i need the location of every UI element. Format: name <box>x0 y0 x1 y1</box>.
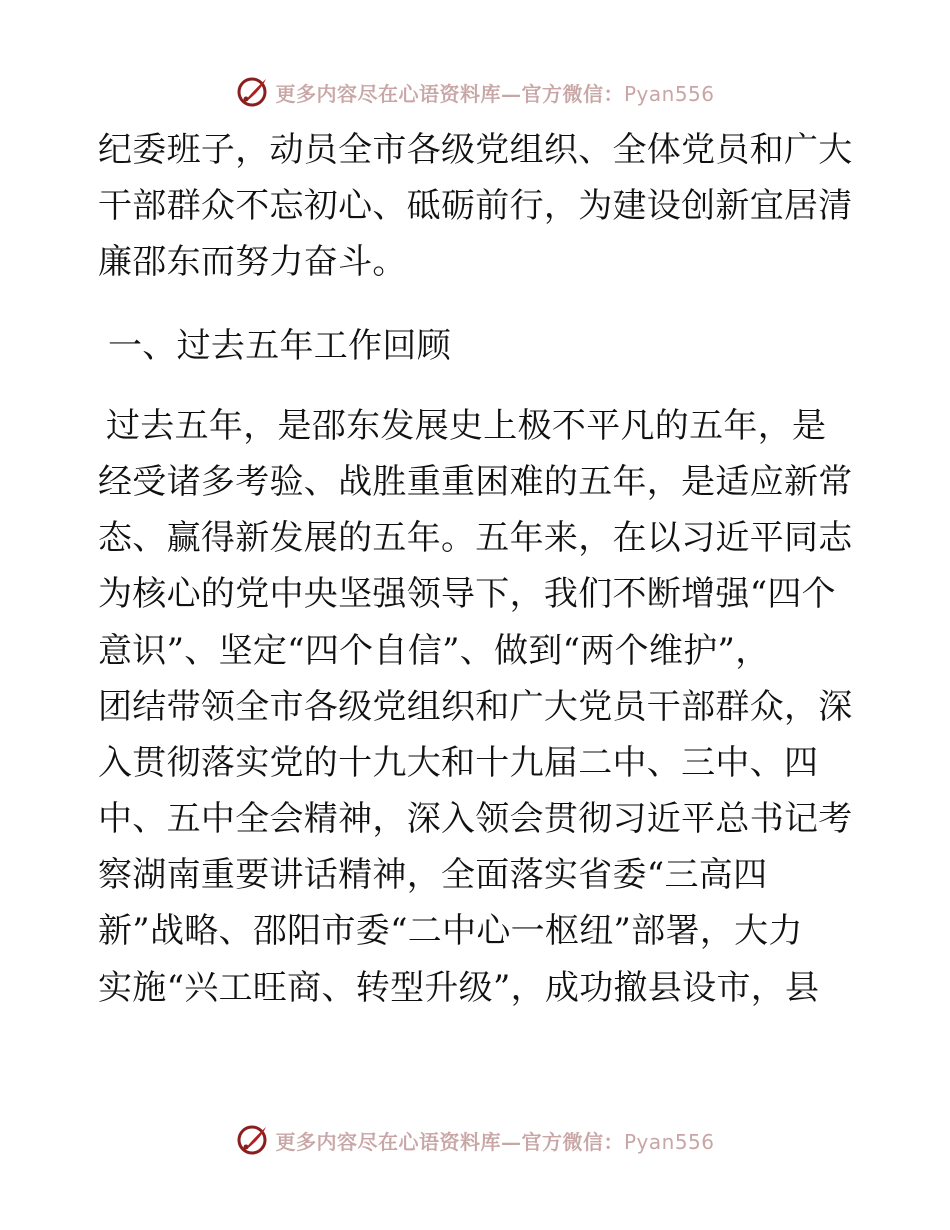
section-heading: 一、过去五年工作回顾 <box>108 325 451 366</box>
paragraph-line: 态、赢得新发展的五年。五年来，在以习近平同志 <box>98 518 853 559</box>
footer-banner-text: 更多内容尽在心语资料库—官方微信：Pyan556 <box>275 1129 715 1154</box>
header-wechat-id: Pyan556 <box>623 81 715 106</box>
document-body <box>98 122 868 1016</box>
paragraph-line: 意识”、坚定“四个自信”、做到“两个维护”， <box>98 630 770 671</box>
paragraph-line: 新”战略、邵阳市委“二中心一枢纽”部署，大力 <box>98 911 803 952</box>
red-quill-logo-icon <box>235 1123 269 1157</box>
paragraph-line: 察湖南重要讲话精神，全面落实省委“三高四 <box>98 855 768 896</box>
footer-wechat-id: Pyan556 <box>623 1129 715 1154</box>
red-quill-logo-icon <box>235 75 269 109</box>
body-line: 纪委班子，动员全市各级党组织、全体党员和广大 <box>98 130 853 170</box>
paragraph-line: 团结带领全市各级党组织和广大党员干部群众，深 <box>98 686 853 727</box>
paragraph-line: 中、五中全会精神，深入领会贯彻习近平总书记考 <box>98 799 853 840</box>
footer-banner-inner <box>235 1123 714 1157</box>
header-banner-inner <box>235 75 714 109</box>
paragraph-line: 过去五年，是邵东发展史上极不平凡的五年，是 <box>106 405 827 446</box>
paragraph-line: 为核心的党中央坚强领导下，我们不断增强“四个 <box>98 574 836 615</box>
paragraph-line: 入贯彻落实党的十九大和十九届二中、三中、四 <box>98 742 819 783</box>
paragraph-line: 经受诸多考验、战胜重重困难的五年，是适应新常 <box>98 461 853 502</box>
paragraph-line: 实施“兴工旺商、转型升级”，成功撤县设市，县 <box>98 967 820 1008</box>
body-line: 干部群众不忘初心、砥砺前行，为建设创新宜居清 <box>98 186 853 227</box>
header-banner-text: 更多内容尽在心语资料库—官方微信：Pyan556 <box>275 81 715 106</box>
footer-banner <box>0 1120 950 1160</box>
body-line: 廉邵东而努力奋斗。 <box>98 242 407 283</box>
header-banner <box>0 72 950 112</box>
